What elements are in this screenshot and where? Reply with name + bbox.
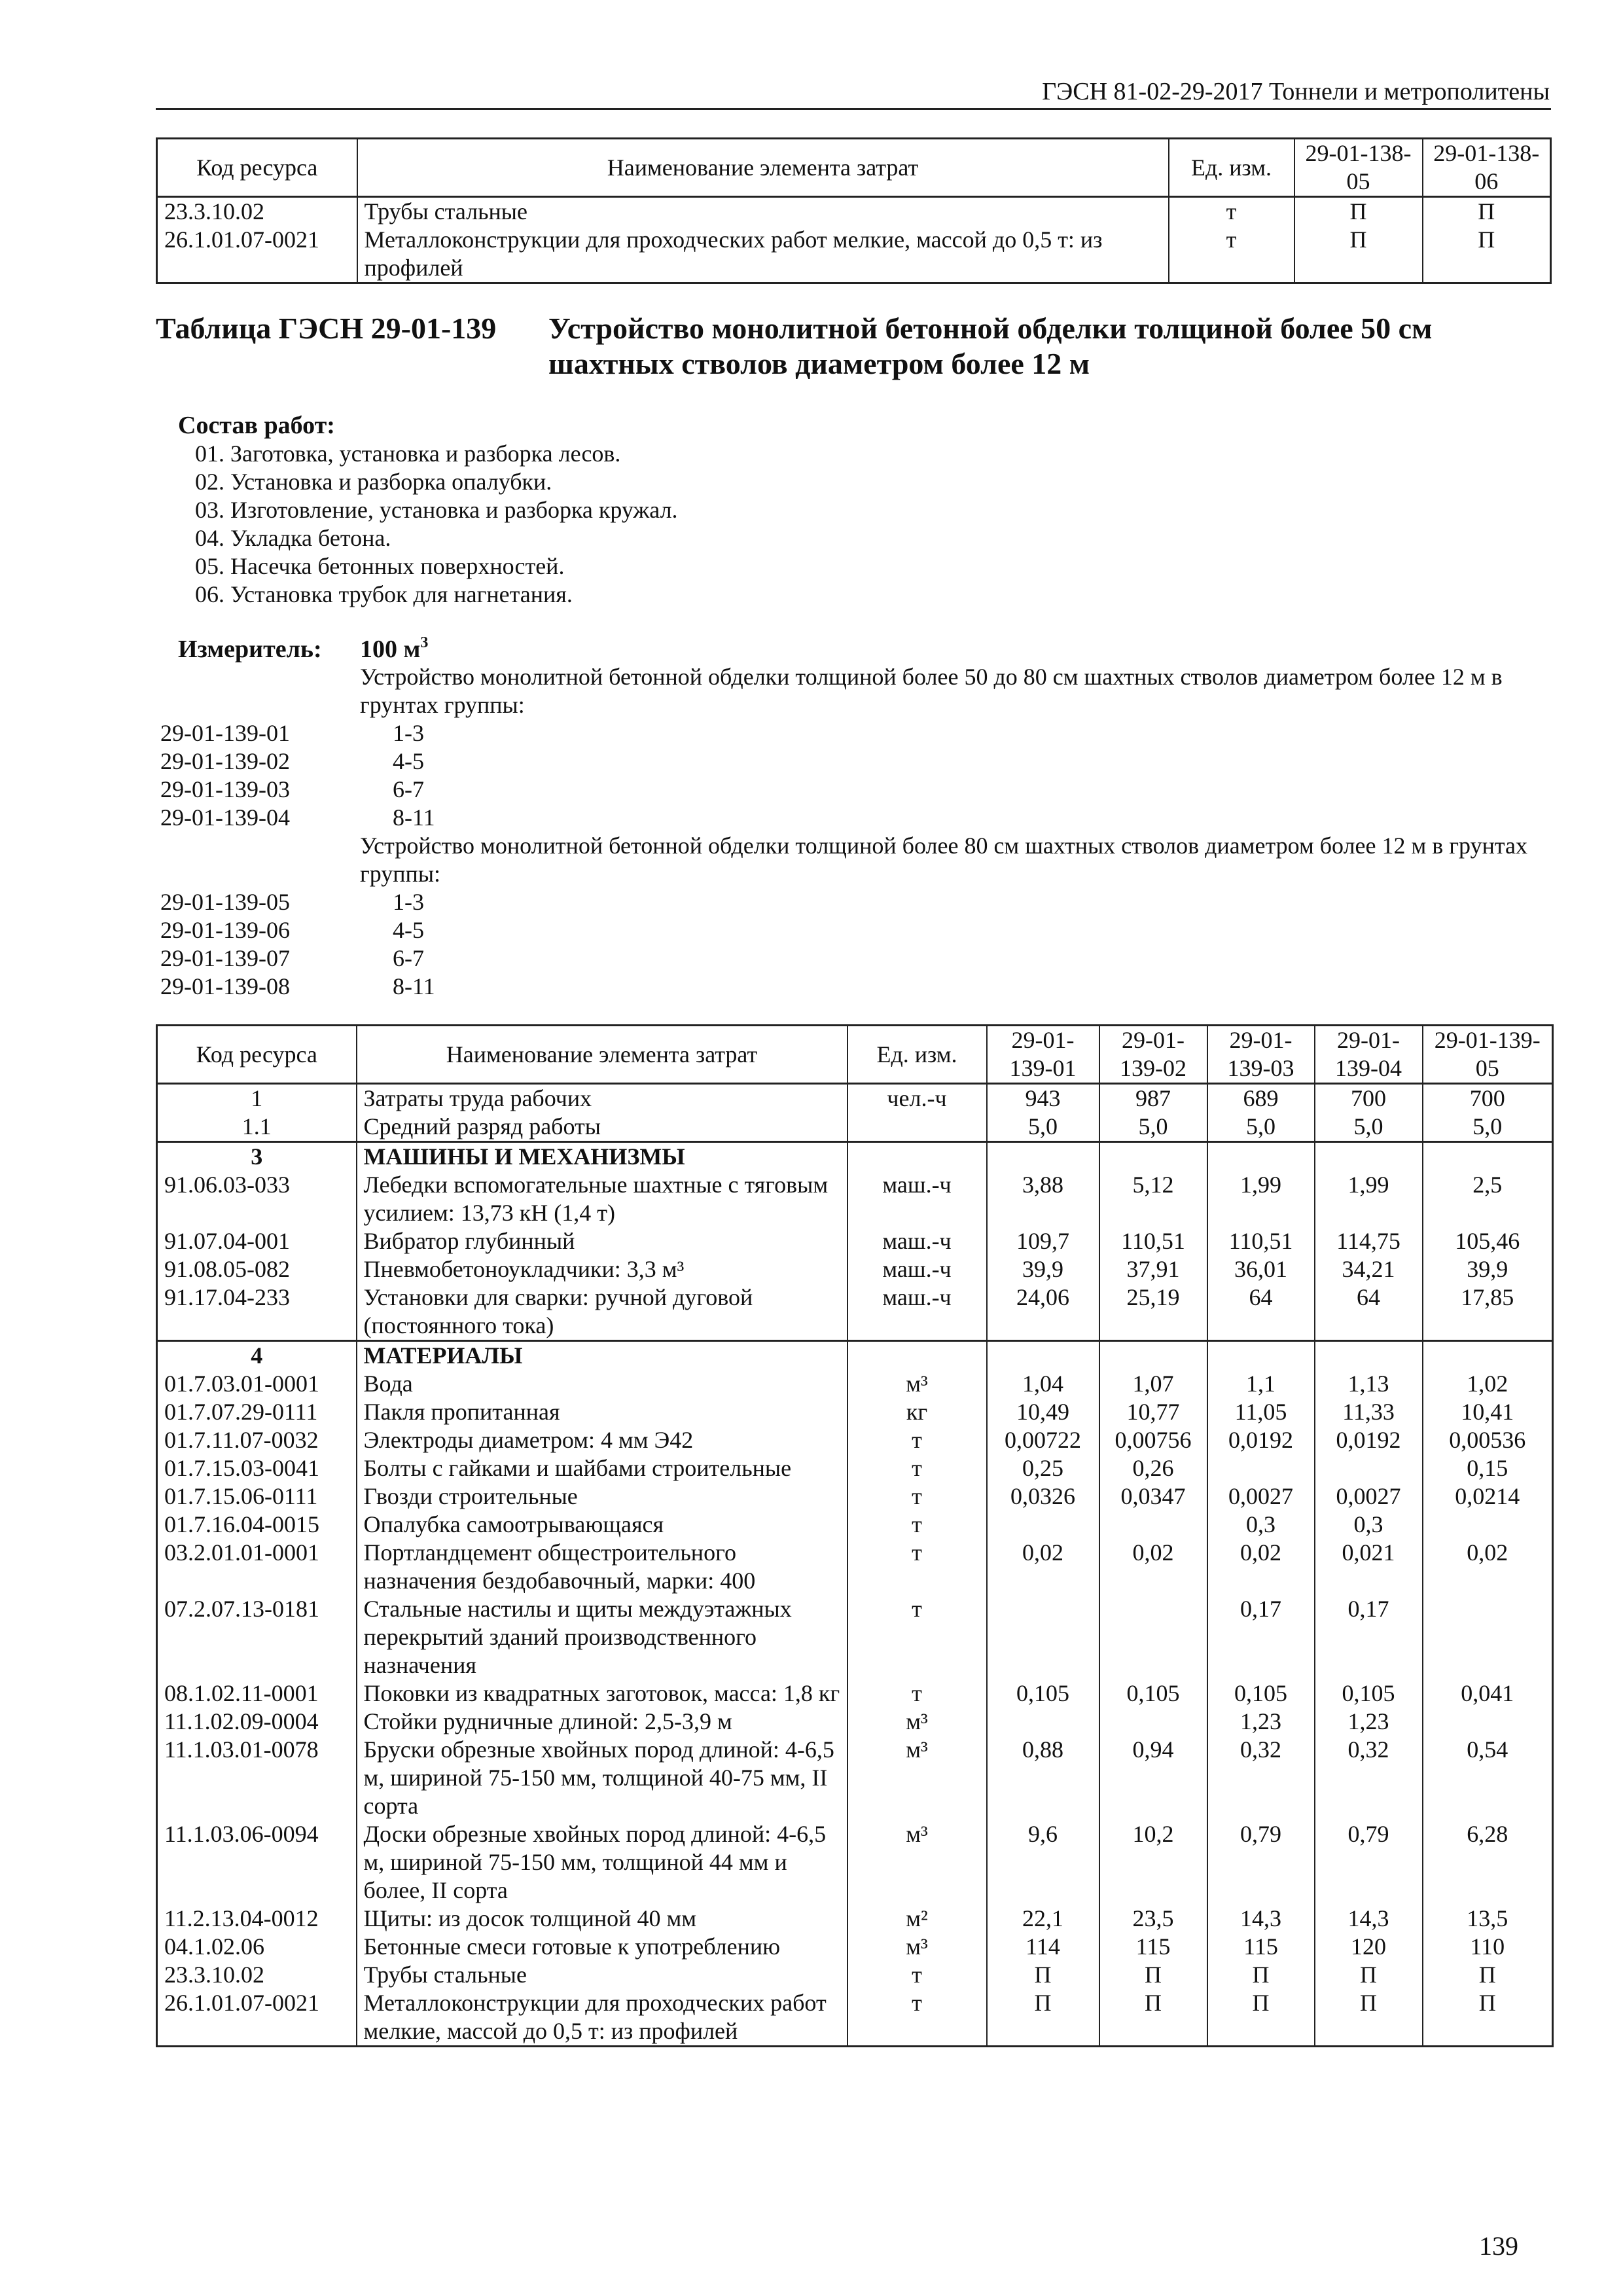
resource-name: Металлоконструкции для проходческих работ мелкие, массой до 0,5 т: из профилей	[357, 226, 1169, 283]
value-cell: 5,0	[1315, 1113, 1423, 1142]
resource-code: 4	[157, 1341, 357, 1371]
table-row	[157, 1113, 1553, 1142]
value-cell	[1099, 1341, 1207, 1371]
column-header: 29-01-139-04	[1315, 1026, 1423, 1084]
unit-cell: м³	[847, 1708, 987, 1736]
value-cell: 36,01	[1207, 1255, 1315, 1283]
resource-code: 01.7.11.07-0032	[157, 1426, 357, 1454]
resource-name: Пакля пропитанная	[357, 1398, 847, 1426]
unit-cell: м³	[847, 1933, 987, 1961]
resource-code: 1	[157, 1084, 357, 1113]
value-cell: П	[1294, 197, 1423, 226]
norm-code: 29-01-139-04	[160, 804, 290, 831]
value-cell	[1423, 1595, 1553, 1679]
table-row	[157, 1227, 1553, 1255]
column-header: 29-01-139-01	[987, 1026, 1099, 1084]
column-header: Ед. изм.	[847, 1026, 987, 1084]
table-row	[157, 1820, 1553, 1905]
value-cell: 110	[1423, 1933, 1553, 1961]
value-cell: 700	[1423, 1084, 1553, 1113]
unit-cell	[847, 1142, 987, 1172]
unit-cell: м³	[847, 1370, 987, 1398]
value-cell: 0,94	[1099, 1736, 1207, 1820]
page-number: 139	[1479, 2231, 1518, 2261]
value-cell: 0,79	[1207, 1820, 1315, 1905]
composition-list	[195, 440, 678, 609]
value-cell: 64	[1207, 1283, 1315, 1341]
resource-code: 3	[157, 1142, 357, 1172]
unit-cell: т	[847, 1454, 987, 1482]
value-cell: 0,25	[987, 1454, 1099, 1482]
value-cell: 23,5	[1099, 1905, 1207, 1933]
resource-name: Средний разряд работы	[357, 1113, 847, 1142]
value-cell: П	[1207, 1989, 1315, 2047]
composition-heading: Состав работ:	[178, 412, 335, 439]
unit-cell: т	[847, 1539, 987, 1595]
value-cell: 109,7	[987, 1227, 1099, 1255]
value-cell: 0,00756	[1099, 1426, 1207, 1454]
composition-item: 02. Установка и разборка опалубки.	[195, 469, 552, 495]
value-cell	[1207, 1341, 1315, 1371]
resource-code: 01.7.15.03-0041	[157, 1454, 357, 1482]
value-cell: 1,23	[1315, 1708, 1423, 1736]
value-cell: 0,02	[1099, 1539, 1207, 1595]
table-row	[157, 1539, 1553, 1595]
value-cell: 5,12	[1099, 1171, 1207, 1227]
unit-cell: чел.-ч	[847, 1084, 987, 1113]
table-heading: Устройство монолитной бетонной обделки толщиной более 50 см шахтных стволов диаметром более 12 м	[548, 312, 1433, 380]
value-cell: 0,32	[1315, 1736, 1423, 1820]
table-row	[157, 1989, 1553, 2047]
table-row	[157, 1283, 1553, 1341]
table-row	[157, 1171, 1553, 1227]
value-cell: 0,0192	[1315, 1426, 1423, 1454]
value-cell: 115	[1099, 1933, 1207, 1961]
resource-name: Трубы стальные	[357, 197, 1169, 226]
table-row	[157, 1595, 1553, 1679]
value-cell: 0,105	[987, 1679, 1099, 1708]
value-cell: 11,33	[1315, 1398, 1423, 1426]
value-cell: 0,02	[1423, 1539, 1553, 1595]
value-cell	[1099, 1511, 1207, 1539]
value-cell: 14,3	[1315, 1905, 1423, 1933]
value-cell: П	[1099, 1989, 1207, 2047]
value-cell: 0,0192	[1207, 1426, 1315, 1454]
value-cell	[987, 1595, 1099, 1679]
value-cell: 0,32	[1207, 1736, 1315, 1820]
unit-cell: т	[847, 1961, 987, 1989]
value-cell: 0,021	[1315, 1539, 1423, 1595]
unit-cell: т	[1169, 226, 1294, 283]
table-row	[157, 1961, 1553, 1989]
value-cell: 0,0027	[1315, 1482, 1423, 1511]
table-row	[157, 1511, 1553, 1539]
table-row	[157, 226, 1551, 283]
value-cell: 0,54	[1423, 1736, 1553, 1820]
value-cell: 24,06	[987, 1283, 1099, 1341]
resource-name: Бруски обрезные хвойных пород длиной: 4-6,5 м, шириной 75-150 мм, толщиной 40-75 мм, II сорта	[357, 1736, 847, 1820]
unit-cell: т	[1169, 197, 1294, 226]
value-cell	[1315, 1454, 1423, 1482]
column-header: Наименование элемента затрат	[357, 1026, 847, 1084]
value-cell: 6,28	[1423, 1820, 1553, 1905]
resource-code: 91.17.04-233	[157, 1283, 357, 1341]
value-cell: 34,21	[1315, 1255, 1423, 1283]
resource-name: Металлоконструкции для проходческих работ мелкие, массой до 0,5 т: из профилей	[357, 1989, 847, 2047]
resource-name: Опалубка самоотрывающаяся	[357, 1511, 847, 1539]
soil-group: 1-3	[393, 720, 424, 746]
table-row	[157, 1679, 1553, 1708]
resource-code: 01.7.07.29-0111	[157, 1398, 357, 1426]
table-row	[157, 1933, 1553, 1961]
unit-cell: т	[847, 1426, 987, 1454]
resource-name: Гвозди строительные	[357, 1482, 847, 1511]
unit-cell: м²	[847, 1905, 987, 1933]
value-cell: 0,0027	[1207, 1482, 1315, 1511]
column-header: 29-01-139-02	[1099, 1026, 1207, 1084]
value-cell: 5,0	[1207, 1113, 1315, 1142]
value-cell: 1,99	[1315, 1171, 1423, 1227]
unit-cell: м³	[847, 1820, 987, 1905]
value-cell: 1,99	[1207, 1171, 1315, 1227]
value-cell: 114	[987, 1933, 1099, 1961]
value-cell: 1,04	[987, 1370, 1099, 1398]
resource-name: Доски обрезные хвойных пород длиной: 4-6,5 м, шириной 75-150 мм, толщиной 44 мм и более, II сорта	[357, 1820, 847, 1905]
resource-name: Стальные настилы и щиты междуэтажных перекрытий зданий производственного назначения	[357, 1595, 847, 1679]
table-row	[157, 1370, 1553, 1398]
column-header: 29-01-139-05	[1423, 1026, 1553, 1084]
unit-cell: маш.-ч	[847, 1283, 987, 1341]
value-cell: 13,5	[1423, 1905, 1553, 1933]
value-cell: 22,1	[987, 1905, 1099, 1933]
value-cell: 11,05	[1207, 1398, 1315, 1426]
value-cell: 10,2	[1099, 1820, 1207, 1905]
resource-code: 07.2.07.13-0181	[157, 1595, 357, 1679]
value-cell: 1,23	[1207, 1708, 1315, 1736]
value-cell: 0,3	[1315, 1511, 1423, 1539]
value-cell: 0,041	[1423, 1679, 1553, 1708]
value-cell	[1423, 1341, 1553, 1371]
value-cell: П	[987, 1989, 1099, 2047]
resource-name: Стойки рудничные длиной: 2,5-3,9 м	[357, 1708, 847, 1736]
value-cell: 105,46	[1423, 1227, 1553, 1255]
value-cell: 1,1	[1207, 1370, 1315, 1398]
resource-name: Трубы стальные	[357, 1961, 847, 1989]
measure-label: Измеритель:	[178, 636, 322, 663]
table-row	[157, 1426, 1553, 1454]
group-a-description: Устройство монолитной бетонной обделки толщиной более 50 до 80 см шахтных стволов диаметром более 12 м в грунтах группы:	[360, 664, 1503, 718]
unit-cell: т	[847, 1679, 987, 1708]
unit-cell: т	[847, 1482, 987, 1511]
table-row	[157, 1341, 1553, 1371]
resource-code: 01.7.16.04-0015	[157, 1511, 357, 1539]
value-cell: 5,0	[987, 1113, 1099, 1142]
table-row	[157, 1708, 1553, 1736]
value-cell: П	[1294, 226, 1423, 283]
unit-cell: маш.-ч	[847, 1255, 987, 1283]
value-cell	[1099, 1708, 1207, 1736]
value-cell: 0,26	[1099, 1454, 1207, 1482]
norm-code: 29-01-139-02	[160, 748, 290, 774]
composition-item: 01. Заготовка, установка и разборка лесов.	[195, 440, 621, 467]
soil-group: 6-7	[393, 945, 424, 971]
column-header: 29-01-139-03	[1207, 1026, 1315, 1084]
soil-group: 4-5	[393, 917, 424, 943]
composition-item: 03. Изготовление, установка и разборка кружал.	[195, 497, 678, 523]
table-row	[157, 1454, 1553, 1482]
resource-name: Портландцемент общестроительного назначения бездобавочный, марки: 400	[357, 1539, 847, 1595]
table-row	[157, 1084, 1553, 1113]
value-cell: 943	[987, 1084, 1099, 1113]
norm-code: 29-01-139-01	[160, 720, 290, 746]
value-cell: 39,9	[987, 1255, 1099, 1283]
value-cell: П	[1423, 1961, 1553, 1989]
resource-name: Пневмобетоноукладчики: 3,3 м³	[357, 1255, 847, 1283]
resource-code: 23.3.10.02	[157, 197, 357, 226]
value-cell: 700	[1315, 1084, 1423, 1113]
column-header: Наименование элемента затрат	[357, 139, 1169, 197]
table-header-row	[157, 139, 1551, 197]
value-cell: 0,02	[1207, 1539, 1315, 1595]
value-cell	[1099, 1142, 1207, 1172]
value-cell: 25,19	[1099, 1283, 1207, 1341]
resource-code: 01.7.03.01-0001	[157, 1370, 357, 1398]
value-cell: 114,75	[1315, 1227, 1423, 1255]
resource-code: 91.07.04-001	[157, 1227, 357, 1255]
value-cell	[1315, 1142, 1423, 1172]
unit-cell: маш.-ч	[847, 1227, 987, 1255]
soil-group: 4-5	[393, 748, 424, 774]
value-cell	[987, 1142, 1099, 1172]
value-cell	[1423, 1708, 1553, 1736]
resource-code: 08.1.02.11-0001	[157, 1679, 357, 1708]
value-cell	[1207, 1454, 1315, 1482]
resource-code: 01.7.15.06-0111	[157, 1482, 357, 1511]
value-cell: П	[1423, 197, 1551, 226]
unit-cell	[847, 1341, 987, 1371]
value-cell: 0,00536	[1423, 1426, 1553, 1454]
value-cell: 110,51	[1207, 1227, 1315, 1255]
resource-name: Электроды диаметром: 4 мм Э42	[357, 1426, 847, 1454]
resource-code: 26.1.01.07-0021	[157, 226, 357, 283]
table-row	[157, 197, 1551, 226]
resource-code: 04.1.02.06	[157, 1933, 357, 1961]
composition-item: 04. Укладка бетона.	[195, 525, 391, 551]
resource-name: Бетонные смеси готовые к употреблению	[357, 1933, 847, 1961]
resource-code: 03.2.01.01-0001	[157, 1539, 357, 1595]
resource-name: Установки для сварки: ручной дуговой (постоянного тока)	[357, 1283, 847, 1341]
table-139-resources	[156, 1024, 1554, 2047]
value-cell	[1315, 1341, 1423, 1371]
resource-name: Болты с гайками и шайбами строительные	[357, 1454, 847, 1482]
soil-group: 8-11	[393, 804, 435, 831]
value-cell: 17,85	[1423, 1283, 1553, 1341]
value-cell: 2,5	[1423, 1171, 1553, 1227]
measure-unit-sup: 3	[420, 634, 429, 651]
value-cell: 0,105	[1207, 1679, 1315, 1708]
measure-unit-text: 100 м	[360, 636, 421, 663]
value-cell: П	[1099, 1961, 1207, 1989]
norm-code: 29-01-139-07	[160, 945, 290, 971]
value-cell: 5,0	[1099, 1113, 1207, 1142]
value-cell: П	[1423, 1989, 1553, 2047]
value-cell: 0,00722	[987, 1426, 1099, 1454]
resource-name: МАШИНЫ И МЕХАНИЗМЫ	[357, 1142, 847, 1172]
value-cell: 1,07	[1099, 1370, 1207, 1398]
resource-code: 26.1.01.07-0021	[157, 1989, 357, 2047]
resource-code: 1.1	[157, 1113, 357, 1142]
table-138-continuation	[156, 137, 1552, 284]
resource-code: 11.2.13.04-0012	[157, 1905, 357, 1933]
value-cell: 14,3	[1207, 1905, 1315, 1933]
table-number: Таблица ГЭСН 29-01-139	[156, 312, 497, 345]
composition-item: 05. Насечка бетонных поверхностей.	[195, 553, 565, 579]
value-cell: 120	[1315, 1933, 1423, 1961]
value-cell: П	[1207, 1961, 1315, 1989]
value-cell: 987	[1099, 1084, 1207, 1113]
value-cell: 0,79	[1315, 1820, 1423, 1905]
value-cell	[1423, 1142, 1553, 1172]
table-row	[157, 1398, 1553, 1426]
value-cell: 39,9	[1423, 1255, 1553, 1283]
value-cell: 10,49	[987, 1398, 1099, 1426]
value-cell	[987, 1511, 1099, 1539]
value-cell: 0,3	[1207, 1511, 1315, 1539]
value-cell: 10,77	[1099, 1398, 1207, 1426]
resource-name: Поковки из квадратных заготовок, масса: 1,8 кг	[357, 1679, 847, 1708]
value-cell: 37,91	[1099, 1255, 1207, 1283]
value-cell: 0,02	[987, 1539, 1099, 1595]
value-cell: 0,17	[1207, 1595, 1315, 1679]
table-row	[157, 1255, 1553, 1283]
resource-name: Затраты труда рабочих	[357, 1084, 847, 1113]
value-cell: 1,02	[1423, 1370, 1553, 1398]
resource-code: 23.3.10.02	[157, 1961, 357, 1989]
resource-name: Щиты: из досок толщиной 40 мм	[357, 1905, 847, 1933]
group-b-description: Устройство монолитной бетонной обделки толщиной более 80 см шахтных стволов диаметром более 12 м в грунтах группы:	[360, 833, 1527, 887]
resource-code: 91.08.05-082	[157, 1255, 357, 1283]
measure-unit	[360, 635, 428, 664]
unit-cell: т	[847, 1595, 987, 1679]
value-cell	[987, 1708, 1099, 1736]
value-cell: 110,51	[1099, 1227, 1207, 1255]
value-cell: 0,0347	[1099, 1482, 1207, 1511]
value-cell: 0,88	[987, 1736, 1099, 1820]
unit-cell: маш.-ч	[847, 1171, 987, 1227]
value-cell: П	[1315, 1961, 1423, 1989]
soil-group: 1-3	[393, 889, 424, 915]
table-row	[157, 1482, 1553, 1511]
soil-group: 8-11	[393, 973, 435, 999]
value-cell: П	[1423, 226, 1551, 283]
unit-cell: т	[847, 1989, 987, 2047]
unit-cell: кг	[847, 1398, 987, 1426]
value-cell: 9,6	[987, 1820, 1099, 1905]
table-row	[157, 1905, 1553, 1933]
norm-code: 29-01-139-03	[160, 776, 290, 802]
column-header: Код ресурса	[157, 1026, 357, 1084]
table-row	[157, 1142, 1553, 1172]
column-header: 29-01-138-05	[1294, 139, 1423, 197]
resource-code: 91.06.03-033	[157, 1171, 357, 1227]
unit-cell	[847, 1113, 987, 1142]
unit-cell: м³	[847, 1736, 987, 1820]
header-rule	[156, 108, 1551, 110]
value-cell	[987, 1341, 1099, 1371]
resource-code: 11.1.03.01-0078	[157, 1736, 357, 1820]
value-cell: 0,0214	[1423, 1482, 1553, 1511]
value-cell	[1423, 1511, 1553, 1539]
running-header: ГЭСН 81-02-29-2017 Тоннели и метрополитены	[1042, 78, 1550, 105]
column-header: Ед. изм.	[1169, 139, 1294, 197]
value-cell: 0,105	[1315, 1679, 1423, 1708]
value-cell: 64	[1315, 1283, 1423, 1341]
norm-code: 29-01-139-05	[160, 889, 290, 915]
column-header: 29-01-138-06	[1423, 139, 1551, 197]
soil-group: 6-7	[393, 776, 424, 802]
value-cell: П	[1315, 1989, 1423, 2047]
resource-name: Лебедки вспомогательные шахтные с тяговым усилием: 13,73 кН (1,4 т)	[357, 1171, 847, 1227]
resource-name: МАТЕРИАЛЫ	[357, 1341, 847, 1371]
resource-name: Вибратор глубинный	[357, 1227, 847, 1255]
table-header-row	[157, 1026, 1553, 1084]
value-cell: 0,15	[1423, 1454, 1553, 1482]
column-header: Код ресурса	[157, 139, 357, 197]
table-row	[157, 1736, 1553, 1820]
value-cell: 1,13	[1315, 1370, 1423, 1398]
resource-code: 11.1.03.06-0094	[157, 1820, 357, 1905]
value-cell: 0,105	[1099, 1679, 1207, 1708]
value-cell: 3,88	[987, 1171, 1099, 1227]
value-cell: 10,41	[1423, 1398, 1553, 1426]
value-cell	[1099, 1595, 1207, 1679]
value-cell: 0,17	[1315, 1595, 1423, 1679]
unit-cell: т	[847, 1511, 987, 1539]
resource-code: 11.1.02.09-0004	[157, 1708, 357, 1736]
norm-code: 29-01-139-08	[160, 973, 290, 999]
value-cell: 5,0	[1423, 1113, 1553, 1142]
value-cell: 0,0326	[987, 1482, 1099, 1511]
value-cell: 689	[1207, 1084, 1315, 1113]
value-cell: 115	[1207, 1933, 1315, 1961]
value-cell	[1207, 1142, 1315, 1172]
norm-code: 29-01-139-06	[160, 917, 290, 943]
value-cell: П	[987, 1961, 1099, 1989]
composition-item: 06. Установка трубок для нагнетания.	[195, 581, 573, 607]
resource-name: Вода	[357, 1370, 847, 1398]
